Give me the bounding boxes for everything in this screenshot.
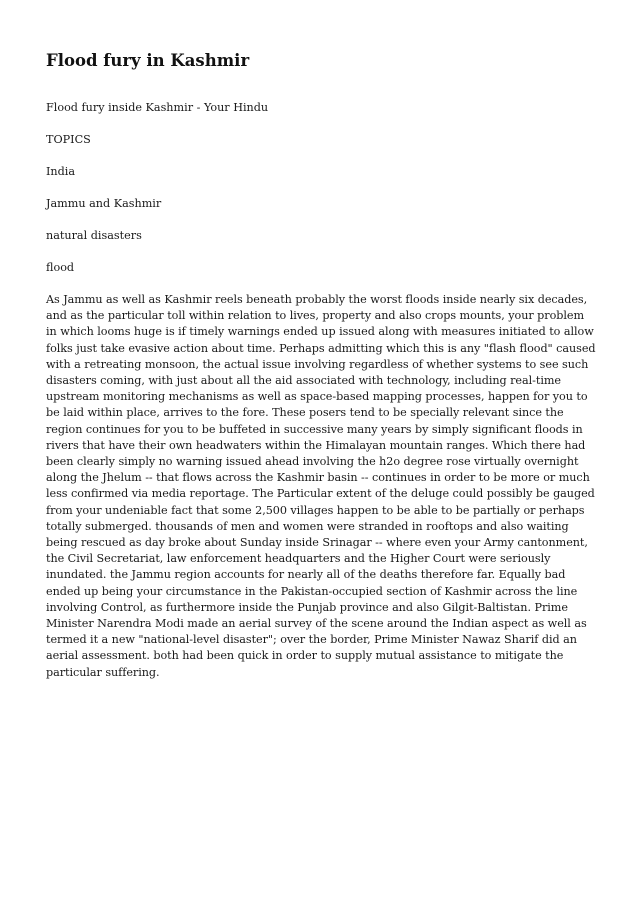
topic-item-natural-disasters: natural disasters <box>46 229 142 242</box>
topic-item-flood: flood <box>46 261 75 274</box>
article-body: As Jammu as well as Kashmir reels beneath probably the worst floods inside nearly six decades, and as the particular toll within relation to lives, property and also crops mounts, your problem in which looms huge is if timely warnings ended up issued along with measures initiated to allow folks just take evasive action about time. Perhaps admitting which this is any "flash flood" caused with a retreating monsoon, the actual issue involving regardless of whether systems to see such disasters coming, with just about all the aid associated with technology, including real-time upstream monitoring mechanisms as well as space-based mapping processes, happen for you to be laid within place, arrives to the fore. These posers tend to be specially relevant since the region continues for you to be buffeted in successive many years by simply significant floods in rivers that have their own headwaters within the Himalayan mountain ranges. Which there had been clearly simply no warning issued ahead involving the h2o degree rose virtually overnight along the Jhelum -- that flows across the Kashmir basin -- continues in order to be more or much less confirmed via media reportage. The Particular extent of the deluge could possibly be gauged from your undeniable fact that some 2,500 villages happen to be able to be partially or perhaps totally submerged. thousands of men and women were stranded in rooftops and also waiting being rescued as day broke about Sunday inside Srinagar -- where even your Army cantonment, the Civil Secretariat, law enforcement headquarters and the Higher Court were seriously inundated. the Jammu region accounts for nearly all of the deaths therefore far. Equally bad ended up being your circumstance in the Pakistan-occupied section of Kashmir across the line involving Control, as furthermore inside the Punjab province and also Gilgit-Baltistan. Prime Minister Narendra Modi made an aerial survey of the scene around the Indian aspect as well as termed it a new "national-level disaster"; over the border, Prime Minister Nawaz Sharif did an aerial assessment. both had been quick in order to supply mutual assistance to mitigate the particular suffering. <box>46 293 596 679</box>
topic-item-india: India <box>46 165 76 178</box>
page-title: Flood fury in Kashmir <box>46 51 250 70</box>
document-page <box>46 50 598 681</box>
topic-item-jammu-and-kashmir: Jammu and Kashmir <box>46 197 162 210</box>
document-subtitle: Flood fury inside Kashmir - Your Hindu <box>46 101 269 114</box>
topics-label: TOPICS <box>46 133 91 146</box>
